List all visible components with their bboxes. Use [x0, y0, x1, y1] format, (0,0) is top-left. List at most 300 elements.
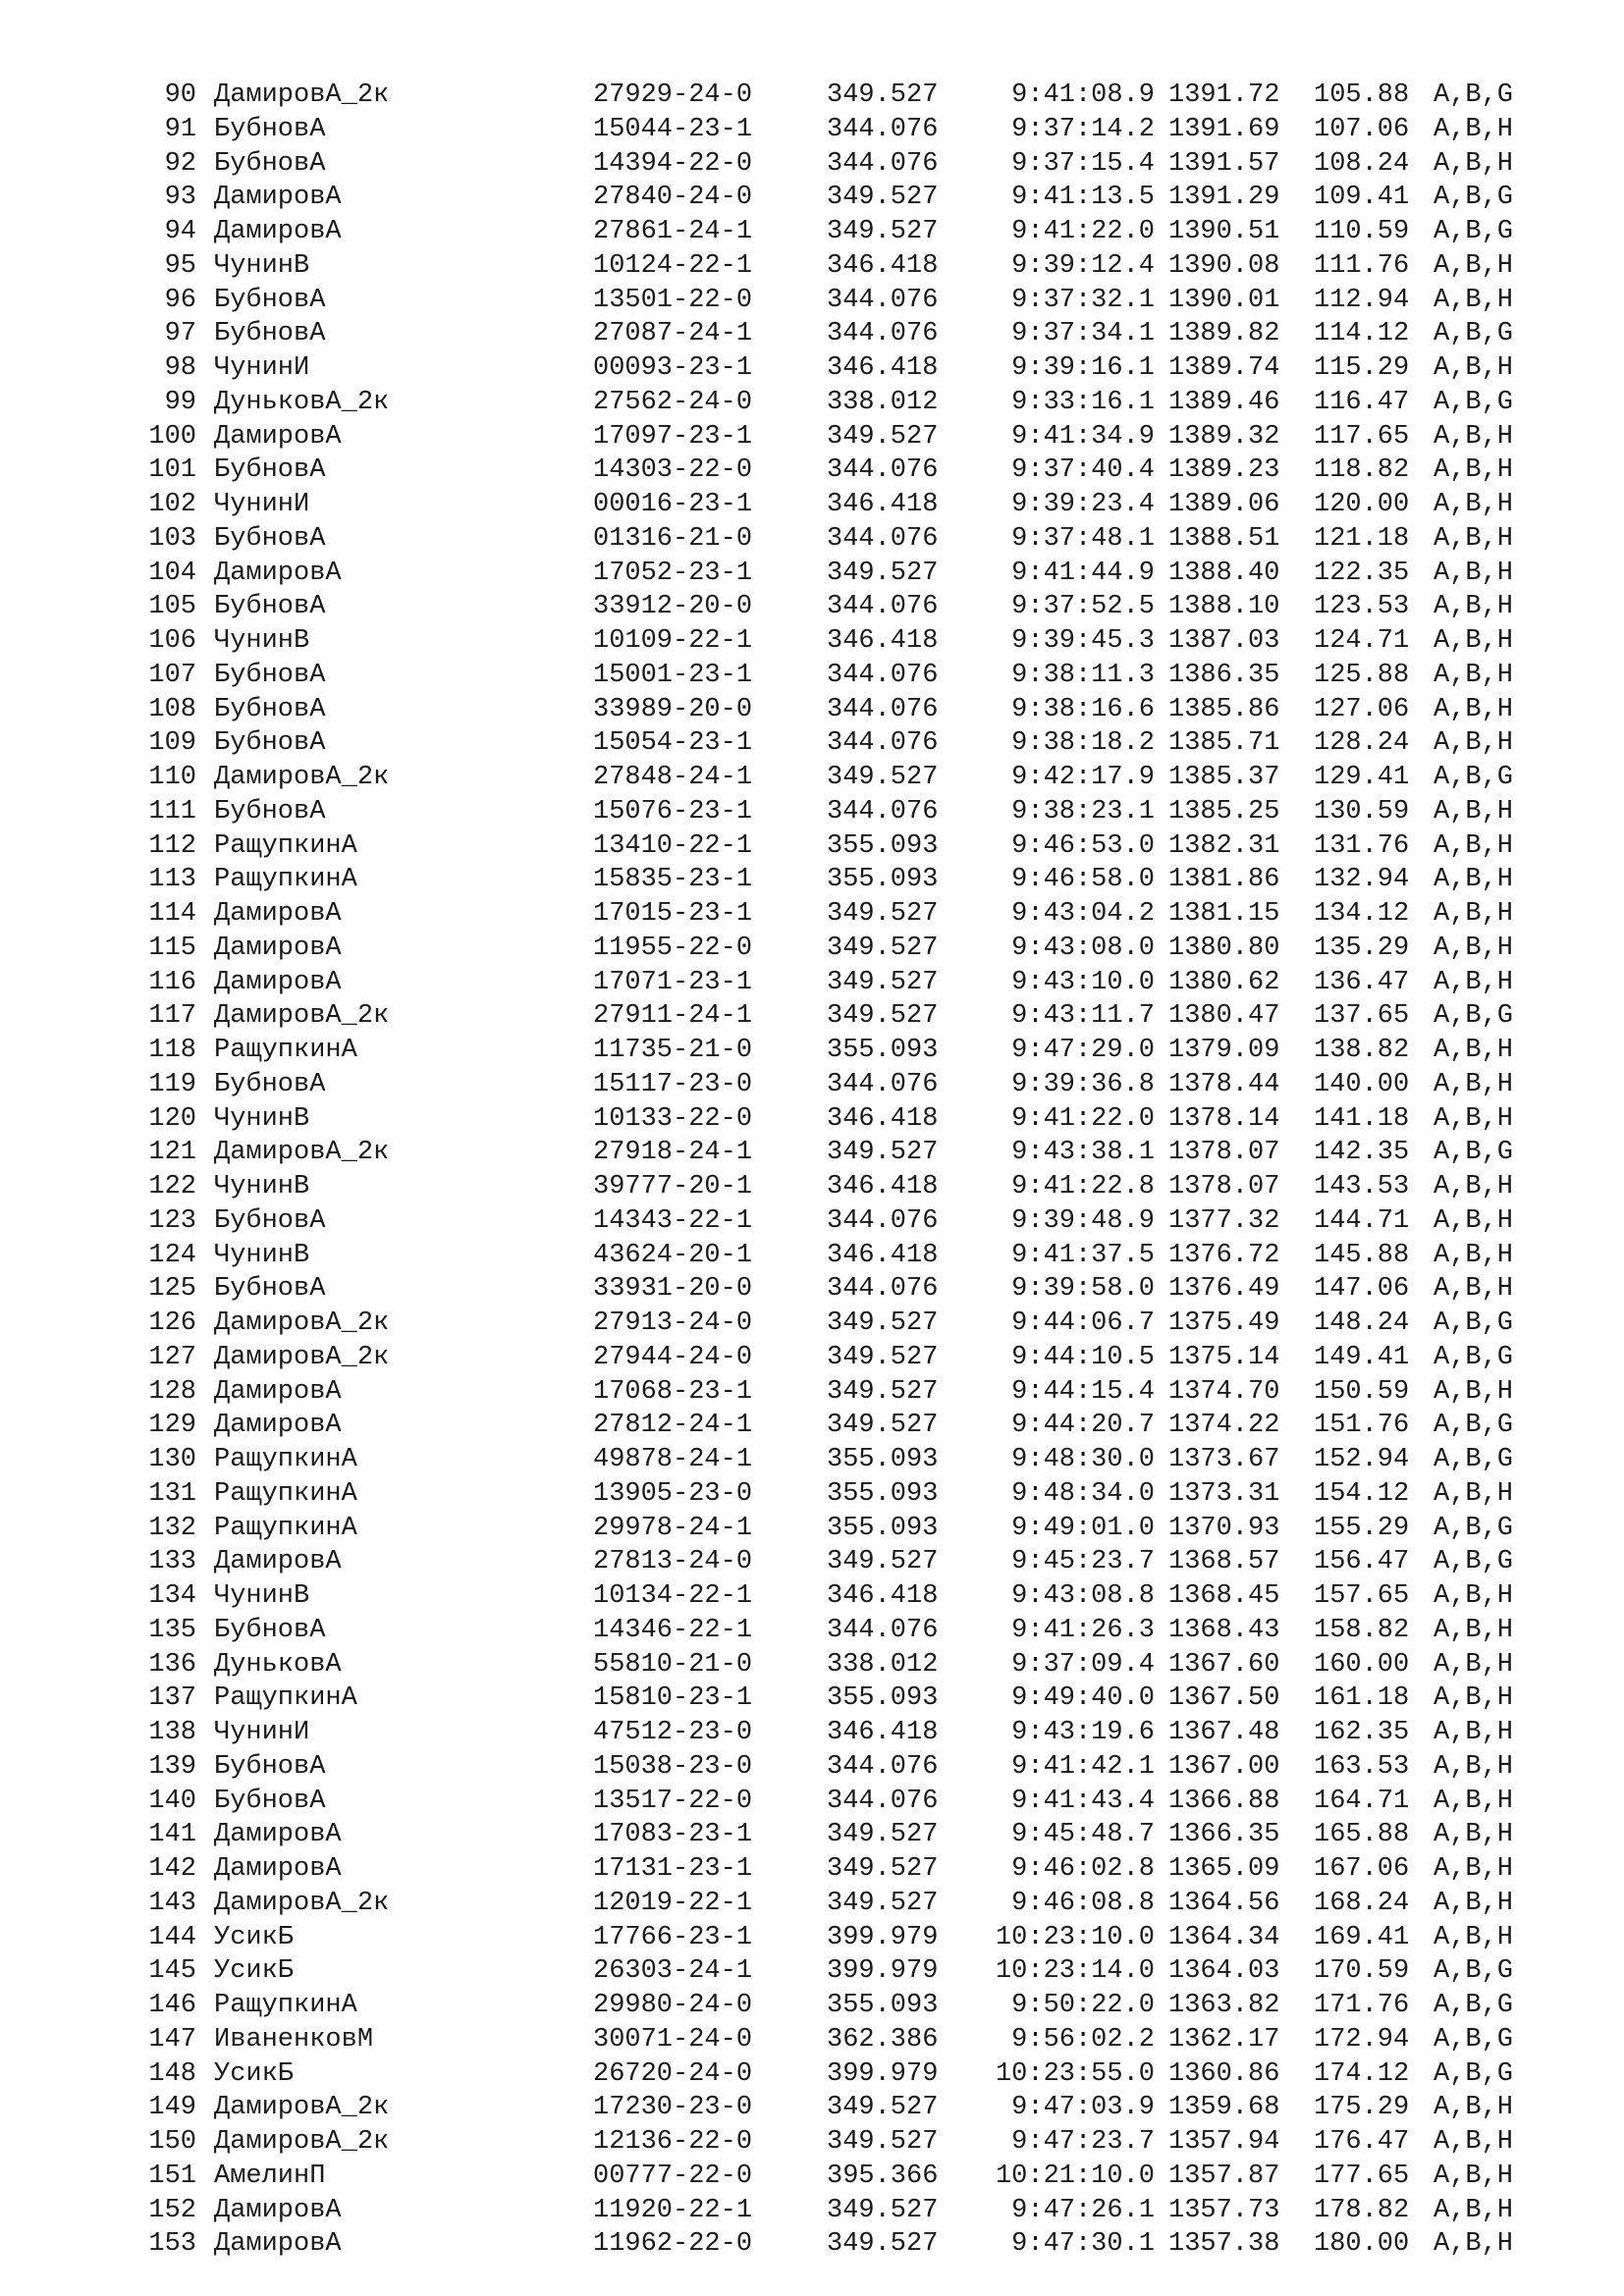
time-cell: 9:37:09.4 — [1011, 1649, 1155, 1680]
table-row — [0, 1102, 1624, 1137]
flags-cell: A,B,G — [1434, 763, 1514, 792]
time-cell: 9:49:01.0 — [1011, 1513, 1155, 1543]
place-cell: 111 — [148, 796, 196, 827]
speed-cell: 1367.60 — [1168, 1649, 1280, 1680]
name-cell: РащупкинА — [214, 1036, 357, 1065]
points-cell: 169.41 — [1314, 1922, 1410, 1952]
place-cell: 123 — [148, 1205, 196, 1236]
table-row — [0, 624, 1624, 659]
place-cell: 149 — [148, 2093, 196, 2123]
ring-code-cell: 33931-20-0 — [593, 1274, 753, 1305]
name-cell: ДамировА — [214, 183, 342, 213]
place-cell: 126 — [148, 1308, 196, 1338]
place-cell: 146 — [148, 1991, 196, 2020]
name-cell: ДамировА_2к — [214, 80, 390, 110]
name-cell: ЧунинВ — [214, 1581, 310, 1611]
speed-cell: 1385.37 — [1168, 763, 1280, 792]
table-row — [0, 317, 1624, 351]
flags-cell: A,B,G — [1434, 1991, 1514, 2020]
speed-cell: 1366.35 — [1168, 1820, 1280, 1850]
distance-cell: 344.076 — [827, 728, 939, 759]
speed-cell: 1390.08 — [1168, 250, 1280, 281]
points-cell: 165.88 — [1314, 1820, 1410, 1850]
points-cell: 167.06 — [1314, 1854, 1410, 1884]
name-cell: ДамировА — [214, 2229, 342, 2260]
table-row — [0, 761, 1624, 795]
ring-code-cell: 12019-22-1 — [593, 1888, 753, 1918]
ring-code-cell: 27944-24-0 — [593, 1342, 753, 1372]
place-cell: 153 — [148, 2229, 196, 2260]
table-row — [0, 659, 1624, 693]
place-cell: 139 — [148, 1751, 196, 1782]
ring-code-cell: 15810-23-1 — [593, 1683, 753, 1714]
time-cell: 10:23:14.0 — [995, 1956, 1155, 1987]
place-cell: 138 — [148, 1718, 196, 1747]
distance-cell: 355.093 — [827, 1478, 939, 1509]
ring-code-cell: 43624-20-1 — [593, 1240, 753, 1270]
name-cell: ДамировА — [214, 1854, 342, 1884]
time-cell: 9:47:23.7 — [1011, 2127, 1155, 2157]
name-cell: УсикБ — [214, 1922, 295, 1952]
place-cell: 121 — [148, 1138, 196, 1168]
name-cell: ДамировА_2к — [214, 2093, 390, 2123]
time-cell: 9:33:16.1 — [1011, 387, 1155, 417]
flags-cell: A,B,H — [1434, 353, 1514, 383]
flags-cell: A,B,H — [1434, 2093, 1514, 2123]
table-row — [0, 1341, 1624, 1375]
place-cell: 107 — [148, 660, 196, 690]
flags-cell: A,B,G — [1434, 1001, 1514, 1032]
ring-code-cell: 27929-24-0 — [593, 80, 753, 110]
points-cell: 177.65 — [1314, 2161, 1410, 2191]
table-row — [0, 1204, 1624, 1239]
points-cell: 135.29 — [1314, 933, 1410, 963]
name-cell: ДамировА — [214, 1376, 342, 1407]
time-cell: 9:43:04.2 — [1011, 899, 1155, 929]
table-row — [0, 1785, 1624, 1819]
table-row — [0, 215, 1624, 249]
points-cell: 174.12 — [1314, 2058, 1410, 2089]
points-cell: 168.24 — [1314, 1888, 1410, 1918]
flags-cell: A,B,G — [1434, 1445, 1514, 1474]
distance-cell: 344.076 — [827, 592, 939, 622]
ring-code-cell: 00777-22-0 — [593, 2161, 753, 2191]
ring-code-cell: 17230-23-0 — [593, 2093, 753, 2123]
time-cell: 9:37:40.4 — [1011, 455, 1155, 486]
distance-cell: 344.076 — [827, 319, 939, 349]
flags-cell: A,B,H — [1434, 1888, 1514, 1918]
distance-cell: 346.418 — [827, 490, 939, 519]
ring-code-cell: 11735-21-0 — [593, 1036, 753, 1065]
name-cell: РащупкинА — [214, 1513, 357, 1543]
flags-cell: A,B,H — [1434, 1718, 1514, 1747]
distance-cell: 344.076 — [827, 1615, 939, 1645]
table-row — [0, 966, 1624, 1000]
table-row — [0, 1614, 1624, 1648]
flags-cell: A,B,G — [1434, 80, 1514, 110]
table-row — [0, 147, 1624, 182]
points-cell: 160.00 — [1314, 1649, 1410, 1680]
distance-cell: 399.979 — [827, 1956, 939, 1987]
name-cell: ИваненковМ — [214, 2024, 374, 2055]
distance-cell: 349.527 — [827, 1138, 939, 1168]
ring-code-cell: 13410-22-1 — [593, 830, 753, 861]
points-cell: 145.88 — [1314, 1240, 1410, 1270]
flags-cell: A,B,H — [1434, 865, 1514, 895]
distance-cell: 344.076 — [827, 1069, 939, 1099]
distance-cell: 349.527 — [827, 1411, 939, 1441]
distance-cell: 355.093 — [827, 830, 939, 861]
place-cell: 105 — [148, 592, 196, 622]
name-cell: ДамировА — [214, 899, 342, 929]
ring-code-cell: 15835-23-1 — [593, 865, 753, 895]
place-cell: 116 — [148, 967, 196, 997]
ring-code-cell: 27813-24-0 — [593, 1547, 753, 1577]
points-cell: 162.35 — [1314, 1718, 1410, 1747]
distance-cell: 346.418 — [827, 1172, 939, 1201]
table-row — [0, 454, 1624, 488]
time-cell: 9:39:16.1 — [1011, 353, 1155, 383]
flags-cell: A,B,H — [1434, 148, 1514, 179]
distance-cell: 344.076 — [827, 796, 939, 827]
place-cell: 110 — [148, 763, 196, 792]
ring-code-cell: 15044-23-1 — [593, 114, 753, 144]
points-cell: 125.88 — [1314, 660, 1410, 690]
name-cell: АмелинП — [214, 2161, 326, 2191]
speed-cell: 1391.72 — [1168, 80, 1280, 110]
speed-cell: 1390.51 — [1168, 217, 1280, 246]
name-cell: БубновА — [214, 1786, 326, 1816]
flags-cell: A,B,H — [1434, 455, 1514, 486]
name-cell: ДамировА — [214, 967, 342, 997]
time-cell: 9:41:26.3 — [1011, 1615, 1155, 1645]
points-cell: 130.59 — [1314, 796, 1410, 827]
points-cell: 178.82 — [1314, 2195, 1410, 2225]
ring-code-cell: 49878-24-1 — [593, 1445, 753, 1474]
points-cell: 116.47 — [1314, 387, 1410, 417]
table-row — [0, 863, 1624, 897]
table-row — [0, 1921, 1624, 1955]
time-cell: 10:23:55.0 — [995, 2058, 1155, 2089]
table-row — [0, 2194, 1624, 2228]
ring-code-cell: 27562-24-0 — [593, 387, 753, 417]
points-cell: 148.24 — [1314, 1308, 1410, 1338]
name-cell: ЧунинВ — [214, 1240, 310, 1270]
points-cell: 140.00 — [1314, 1069, 1410, 1099]
points-cell: 138.82 — [1314, 1036, 1410, 1065]
ring-code-cell: 17015-23-1 — [593, 899, 753, 929]
place-cell: 101 — [148, 455, 196, 486]
speed-cell: 1377.32 — [1168, 1205, 1280, 1236]
flags-cell: A,B,H — [1434, 933, 1514, 963]
distance-cell: 355.093 — [827, 1991, 939, 2020]
ring-code-cell: 10124-22-1 — [593, 250, 753, 281]
ring-code-cell: 15054-23-1 — [593, 728, 753, 759]
distance-cell: 349.527 — [827, 933, 939, 963]
flags-cell: A,B,H — [1434, 2195, 1514, 2225]
name-cell: ДамировА_2к — [214, 2127, 390, 2157]
distance-cell: 355.093 — [827, 1036, 939, 1065]
ring-code-cell: 11962-22-0 — [593, 2229, 753, 2260]
points-cell: 123.53 — [1314, 592, 1410, 622]
ring-code-cell: 15117-23-0 — [593, 1069, 753, 1099]
ring-code-cell: 33912-20-0 — [593, 592, 753, 622]
distance-cell: 344.076 — [827, 148, 939, 179]
distance-cell: 349.527 — [827, 1820, 939, 1850]
ring-code-cell: 15038-23-0 — [593, 1751, 753, 1782]
ring-code-cell: 27861-24-1 — [593, 217, 753, 246]
place-cell: 96 — [164, 285, 196, 315]
name-cell: БубновА — [214, 148, 326, 179]
distance-cell: 344.076 — [827, 1205, 939, 1236]
table-row — [0, 79, 1624, 113]
name-cell: ЧунинИ — [214, 490, 310, 519]
points-cell: 112.94 — [1314, 285, 1410, 315]
ring-code-cell: 01316-21-0 — [593, 523, 753, 554]
points-cell: 131.76 — [1314, 830, 1410, 861]
name-cell: БубновА — [214, 694, 326, 724]
name-cell: БубновА — [214, 660, 326, 690]
points-cell: 137.65 — [1314, 1001, 1410, 1032]
time-cell: 9:46:58.0 — [1011, 865, 1155, 895]
table-row — [0, 2091, 1624, 2125]
time-cell: 9:39:45.3 — [1011, 626, 1155, 656]
points-cell: 170.59 — [1314, 1956, 1410, 1987]
points-cell: 144.71 — [1314, 1205, 1410, 1236]
time-cell: 9:41:22.8 — [1011, 1172, 1155, 1201]
time-cell: 9:38:16.6 — [1011, 694, 1155, 724]
flags-cell: A,B,H — [1434, 1683, 1514, 1714]
distance-cell: 349.527 — [827, 2093, 939, 2123]
place-cell: 131 — [148, 1478, 196, 1509]
speed-cell: 1365.09 — [1168, 1854, 1280, 1884]
speed-cell: 1376.49 — [1168, 1274, 1280, 1305]
flags-cell: A,B,H — [1434, 1036, 1514, 1065]
time-cell: 9:56:02.2 — [1011, 2024, 1155, 2055]
name-cell: РащупкинА — [214, 1445, 357, 1474]
name-cell: ДуньковА_2к — [214, 387, 390, 417]
table-row — [0, 351, 1624, 386]
name-cell: ДамировА — [214, 558, 342, 588]
speed-cell: 1376.72 — [1168, 1240, 1280, 1270]
speed-cell: 1360.86 — [1168, 2058, 1280, 2089]
ring-code-cell: 27913-24-0 — [593, 1308, 753, 1338]
ring-code-cell: 27087-24-1 — [593, 319, 753, 349]
place-cell: 118 — [148, 1036, 196, 1065]
name-cell: УсикБ — [214, 2058, 295, 2089]
table-row — [0, 284, 1624, 318]
time-cell: 9:43:08.0 — [1011, 933, 1155, 963]
flags-cell: A,B,H — [1434, 1205, 1514, 1236]
name-cell: РащупкинА — [214, 1478, 357, 1509]
table-row — [0, 1887, 1624, 1921]
distance-cell: 349.527 — [827, 558, 939, 588]
table-row — [0, 2125, 1624, 2160]
speed-cell: 1357.94 — [1168, 2127, 1280, 2157]
ring-code-cell: 27840-24-0 — [593, 183, 753, 213]
time-cell: 9:44:10.5 — [1011, 1342, 1155, 1372]
place-cell: 129 — [148, 1411, 196, 1441]
table-row — [0, 1716, 1624, 1750]
name-cell: ЧунинВ — [214, 1103, 310, 1134]
table-row — [0, 1579, 1624, 1614]
table-row — [0, 2160, 1624, 2194]
distance-cell: 395.366 — [827, 2161, 939, 2191]
time-cell: 9:48:34.0 — [1011, 1478, 1155, 1509]
flags-cell: A,B,H — [1434, 1854, 1514, 1884]
points-cell: 152.94 — [1314, 1445, 1410, 1474]
flags-cell: A,B,H — [1434, 899, 1514, 929]
table-row — [0, 420, 1624, 454]
time-cell: 9:45:23.7 — [1011, 1547, 1155, 1577]
speed-cell: 1382.31 — [1168, 830, 1280, 861]
time-cell: 9:43:08.8 — [1011, 1581, 1155, 1611]
speed-cell: 1366.88 — [1168, 1786, 1280, 1816]
table-row — [0, 488, 1624, 522]
distance-cell: 349.527 — [827, 1854, 939, 1884]
distance-cell: 344.076 — [827, 1786, 939, 1816]
flags-cell: A,B,H — [1434, 1751, 1514, 1782]
table-row — [0, 795, 1624, 829]
table-row — [0, 2023, 1624, 2057]
flags-cell: A,B,H — [1434, 1922, 1514, 1952]
place-cell: 92 — [164, 148, 196, 179]
ring-code-cell: 00016-23-1 — [593, 490, 753, 519]
name-cell: ДамировА — [214, 933, 342, 963]
points-cell: 176.47 — [1314, 2127, 1410, 2157]
time-cell: 9:44:06.7 — [1011, 1308, 1155, 1338]
place-cell: 140 — [148, 1786, 196, 1816]
name-cell: РащупкинА — [214, 830, 357, 861]
distance-cell: 349.527 — [827, 967, 939, 997]
speed-cell: 1367.48 — [1168, 1718, 1280, 1747]
table-row — [0, 1682, 1624, 1716]
ring-code-cell: 55810-21-0 — [593, 1649, 753, 1680]
speed-cell: 1375.14 — [1168, 1342, 1280, 1372]
ring-code-cell: 29978-24-1 — [593, 1513, 753, 1543]
place-cell: 130 — [148, 1445, 196, 1474]
distance-cell: 346.418 — [827, 1581, 939, 1611]
table-row — [0, 1307, 1624, 1341]
time-cell: 9:46:53.0 — [1011, 830, 1155, 861]
place-cell: 120 — [148, 1103, 196, 1134]
flags-cell: A,B,H — [1434, 114, 1514, 144]
distance-cell: 344.076 — [827, 1274, 939, 1305]
speed-cell: 1357.87 — [1168, 2161, 1280, 2191]
table-row — [0, 693, 1624, 727]
name-cell: БубновА — [214, 285, 326, 315]
table-row — [0, 1989, 1624, 2023]
flags-cell: A,B,H — [1434, 1240, 1514, 1270]
flags-cell: A,B,H — [1434, 250, 1514, 281]
flags-cell: A,B,H — [1434, 728, 1514, 759]
place-cell: 132 — [148, 1513, 196, 1543]
time-cell: 10:23:10.0 — [995, 1922, 1155, 1952]
place-cell: 144 — [148, 1922, 196, 1952]
speed-cell: 1374.70 — [1168, 1376, 1280, 1407]
time-cell: 9:41:22.0 — [1011, 217, 1155, 246]
name-cell: БубновА — [214, 523, 326, 554]
flags-cell: A,B,H — [1434, 1172, 1514, 1201]
distance-cell: 349.527 — [827, 217, 939, 246]
ring-code-cell: 13501-22-0 — [593, 285, 753, 315]
time-cell: 9:43:38.1 — [1011, 1138, 1155, 1168]
name-cell: БубновА — [214, 796, 326, 827]
name-cell: БубновА — [214, 1615, 326, 1645]
place-cell: 135 — [148, 1615, 196, 1645]
distance-cell: 349.527 — [827, 183, 939, 213]
time-cell: 9:41:42.1 — [1011, 1751, 1155, 1782]
flags-cell: A,B,H — [1434, 1786, 1514, 1816]
speed-cell: 1380.62 — [1168, 967, 1280, 997]
distance-cell: 344.076 — [827, 1751, 939, 1782]
points-cell: 163.53 — [1314, 1751, 1410, 1782]
place-cell: 145 — [148, 1956, 196, 1987]
points-cell: 109.41 — [1314, 183, 1410, 213]
place-cell: 119 — [148, 1069, 196, 1099]
speed-cell: 1373.67 — [1168, 1445, 1280, 1474]
place-cell: 137 — [148, 1683, 196, 1714]
flags-cell: A,B,H — [1434, 490, 1514, 519]
distance-cell: 344.076 — [827, 455, 939, 486]
points-cell: 147.06 — [1314, 1274, 1410, 1305]
points-cell: 108.24 — [1314, 148, 1410, 179]
flags-cell: A,B,H — [1434, 1478, 1514, 1509]
points-cell: 143.53 — [1314, 1172, 1410, 1201]
speed-cell: 1389.23 — [1168, 455, 1280, 486]
distance-cell: 344.076 — [827, 694, 939, 724]
table-row — [0, 1272, 1624, 1307]
place-cell: 103 — [148, 523, 196, 554]
speed-cell: 1380.47 — [1168, 1001, 1280, 1032]
table-row — [0, 113, 1624, 147]
name-cell: БубновА — [214, 1205, 326, 1236]
time-cell: 9:47:03.9 — [1011, 2093, 1155, 2123]
time-cell: 9:39:58.0 — [1011, 1274, 1155, 1305]
flags-cell: A,B,G — [1434, 1342, 1514, 1372]
points-cell: 180.00 — [1314, 2229, 1410, 2260]
time-cell: 9:50:22.0 — [1011, 1991, 1155, 2020]
time-cell: 9:41:22.0 — [1011, 1103, 1155, 1134]
distance-cell: 349.527 — [827, 1342, 939, 1372]
ring-code-cell: 10133-22-0 — [593, 1103, 753, 1134]
distance-cell: 349.527 — [827, 80, 939, 110]
speed-cell: 1378.44 — [1168, 1069, 1280, 1099]
flags-cell: A,B,G — [1434, 1138, 1514, 1168]
ring-code-cell: 17052-23-1 — [593, 558, 753, 588]
time-cell: 9:47:26.1 — [1011, 2195, 1155, 2225]
points-cell: 107.06 — [1314, 114, 1410, 144]
table-row — [0, 932, 1624, 966]
place-cell: 141 — [148, 1820, 196, 1850]
name-cell: ЧунинВ — [214, 626, 310, 656]
table-row — [0, 829, 1624, 864]
ring-code-cell: 13517-22-0 — [593, 1786, 753, 1816]
place-cell: 91 — [164, 114, 196, 144]
points-cell: 121.18 — [1314, 523, 1410, 554]
speed-cell: 1388.51 — [1168, 523, 1280, 554]
place-cell: 95 — [164, 250, 196, 281]
time-cell: 9:38:18.2 — [1011, 728, 1155, 759]
distance-cell: 344.076 — [827, 660, 939, 690]
name-cell: БубновА — [214, 592, 326, 622]
speed-cell: 1387.03 — [1168, 626, 1280, 656]
distance-cell: 346.418 — [827, 626, 939, 656]
name-cell: ДамировА_2к — [214, 1138, 390, 1168]
table-row — [0, 1477, 1624, 1512]
points-cell: 136.47 — [1314, 967, 1410, 997]
speed-cell: 1370.93 — [1168, 1513, 1280, 1543]
